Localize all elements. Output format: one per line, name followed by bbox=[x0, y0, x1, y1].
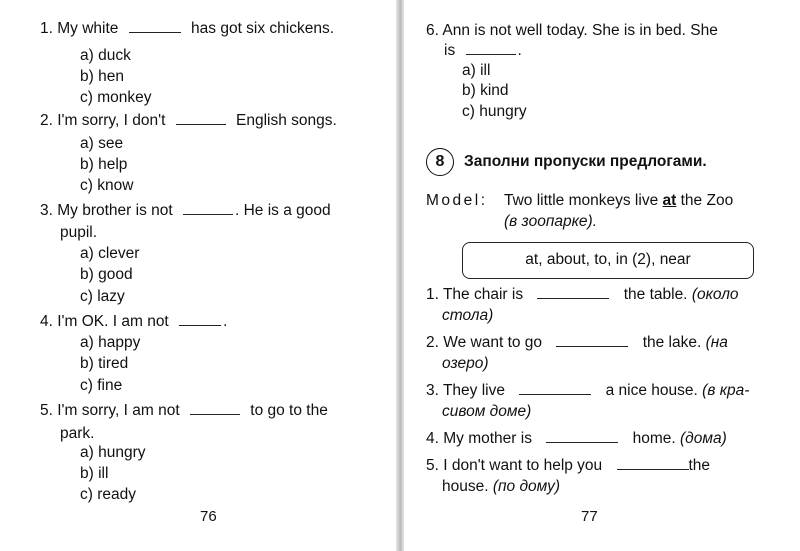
left-page bbox=[0, 0, 398, 551]
answer-blank[interactable] bbox=[546, 431, 618, 443]
option[interactable]: c) hungry bbox=[462, 103, 527, 120]
item-hint: (по дому) bbox=[492, 478, 561, 495]
word-bank-box bbox=[462, 242, 754, 279]
option[interactable]: a) ill bbox=[462, 62, 491, 79]
question-text-after: . bbox=[223, 313, 228, 330]
answer-blank[interactable] bbox=[176, 113, 226, 125]
item-text-before: My mother is bbox=[443, 430, 532, 447]
option[interactable]: c) ready bbox=[80, 486, 136, 503]
model-text-after: the Zoo bbox=[680, 192, 734, 209]
question-6 bbox=[426, 20, 718, 41]
question-text-after: . bbox=[517, 42, 522, 59]
exercise-item-5 bbox=[426, 455, 710, 476]
question-continuation: pupil. bbox=[60, 224, 98, 241]
question-number: 1. bbox=[40, 20, 53, 37]
question-number: 2. bbox=[40, 112, 53, 129]
item-hint: (около bbox=[691, 286, 739, 303]
answer-blank[interactable] bbox=[466, 43, 516, 55]
question-text-after: has got six chickens. bbox=[191, 20, 335, 37]
item-text-after: the bbox=[688, 457, 711, 474]
item-number: 4. bbox=[426, 430, 439, 447]
question-text-before: I'm OK. I am not bbox=[57, 313, 169, 330]
option[interactable]: b) help bbox=[80, 156, 128, 173]
item-text-after: the lake. bbox=[642, 334, 702, 351]
option[interactable]: a) see bbox=[80, 135, 124, 152]
option[interactable]: c) know bbox=[80, 177, 134, 194]
answer-blank[interactable] bbox=[537, 287, 609, 299]
option[interactable]: b) ill bbox=[80, 465, 109, 482]
option[interactable]: b) kind bbox=[462, 82, 509, 99]
question-text-after: to go to the bbox=[250, 402, 328, 419]
answer-blank[interactable] bbox=[519, 383, 591, 395]
item-text-after: the table. bbox=[623, 286, 688, 303]
question-number: 5. bbox=[40, 402, 53, 419]
option[interactable]: c) fine bbox=[80, 377, 123, 394]
item-continuation bbox=[442, 476, 560, 497]
question-5 bbox=[40, 400, 328, 421]
item-hint: (на bbox=[705, 334, 728, 351]
answer-blank[interactable] bbox=[129, 21, 181, 33]
item-hint-continuation: озеро) bbox=[442, 355, 489, 372]
page-number: 77 bbox=[581, 508, 598, 525]
model-label: Model: bbox=[426, 192, 488, 209]
option[interactable]: b) hen bbox=[80, 68, 124, 85]
question-3 bbox=[40, 200, 331, 221]
model-translation: (в зоопарке). bbox=[504, 213, 598, 230]
item-hint: (дома) bbox=[680, 430, 727, 447]
exercise-item-3 bbox=[426, 380, 749, 401]
item-text-before: They live bbox=[442, 382, 505, 399]
item-text-continuation: house. bbox=[442, 478, 489, 495]
item-number: 2. bbox=[426, 334, 439, 351]
page-number: 76 bbox=[200, 508, 217, 525]
item-text-before: We want to go bbox=[443, 334, 543, 351]
answer-blank[interactable] bbox=[556, 335, 628, 347]
exercise-number-badge: 8 bbox=[426, 148, 454, 176]
question-number: 6. bbox=[426, 22, 439, 39]
question-2 bbox=[40, 110, 337, 131]
question-text: Ann is not well today. She is in bed. She bbox=[442, 22, 718, 39]
item-hint-continuation: сивом доме) bbox=[442, 403, 532, 420]
exercise-item-4 bbox=[426, 428, 727, 449]
exercise-item-2 bbox=[426, 332, 728, 353]
question-text-before: I'm sorry, I am not bbox=[57, 402, 180, 419]
exercise-title: Заполни пропуски предлогами. bbox=[464, 153, 707, 170]
answer-blank[interactable] bbox=[617, 458, 689, 470]
item-hint-continuation: стола) bbox=[442, 307, 494, 324]
question-continuation: park. bbox=[60, 425, 95, 442]
item-text-before: The chair is bbox=[442, 286, 524, 303]
exercise-item-1 bbox=[426, 284, 739, 305]
option[interactable]: a) clever bbox=[80, 245, 140, 262]
option[interactable]: c) lazy bbox=[80, 288, 125, 305]
option[interactable]: a) happy bbox=[80, 334, 141, 351]
question-text-before: My brother is not bbox=[57, 202, 173, 219]
question-number: 3. bbox=[40, 202, 53, 219]
option[interactable]: b) tired bbox=[80, 355, 129, 372]
model-sentence bbox=[504, 190, 733, 212]
question-text-after: . He is a good bbox=[235, 202, 331, 219]
right-page bbox=[404, 0, 800, 551]
question-text-before: I'm sorry, I don't bbox=[57, 112, 166, 129]
answer-blank[interactable] bbox=[179, 314, 221, 326]
model-answer-word: at bbox=[662, 192, 677, 209]
item-number: 3. bbox=[426, 382, 439, 399]
answer-blank[interactable] bbox=[190, 403, 240, 415]
item-text-before: I don't want to help you bbox=[443, 457, 603, 474]
option[interactable]: c) monkey bbox=[80, 89, 152, 106]
item-number: 1. bbox=[426, 286, 439, 303]
option[interactable]: a) duck bbox=[80, 47, 131, 64]
option[interactable]: a) hungry bbox=[80, 444, 146, 461]
question-4 bbox=[40, 311, 227, 332]
item-number: 5. bbox=[426, 457, 439, 474]
word-bank-text: at, about, to, in (2), near bbox=[525, 251, 691, 268]
question-text-before: My white bbox=[57, 20, 119, 37]
question-1 bbox=[40, 18, 334, 39]
question-continuation bbox=[444, 40, 522, 61]
item-text-after: a nice house. bbox=[605, 382, 698, 399]
option[interactable]: b) good bbox=[80, 266, 133, 283]
answer-blank[interactable] bbox=[183, 203, 233, 215]
question-number: 4. bbox=[40, 313, 53, 330]
question-text-after: English songs. bbox=[236, 112, 337, 129]
item-text-after: home. bbox=[632, 430, 676, 447]
model-text-before: Two little monkeys live bbox=[504, 192, 659, 209]
question-text-before: is bbox=[444, 42, 456, 59]
item-hint: (в кра- bbox=[702, 382, 750, 399]
